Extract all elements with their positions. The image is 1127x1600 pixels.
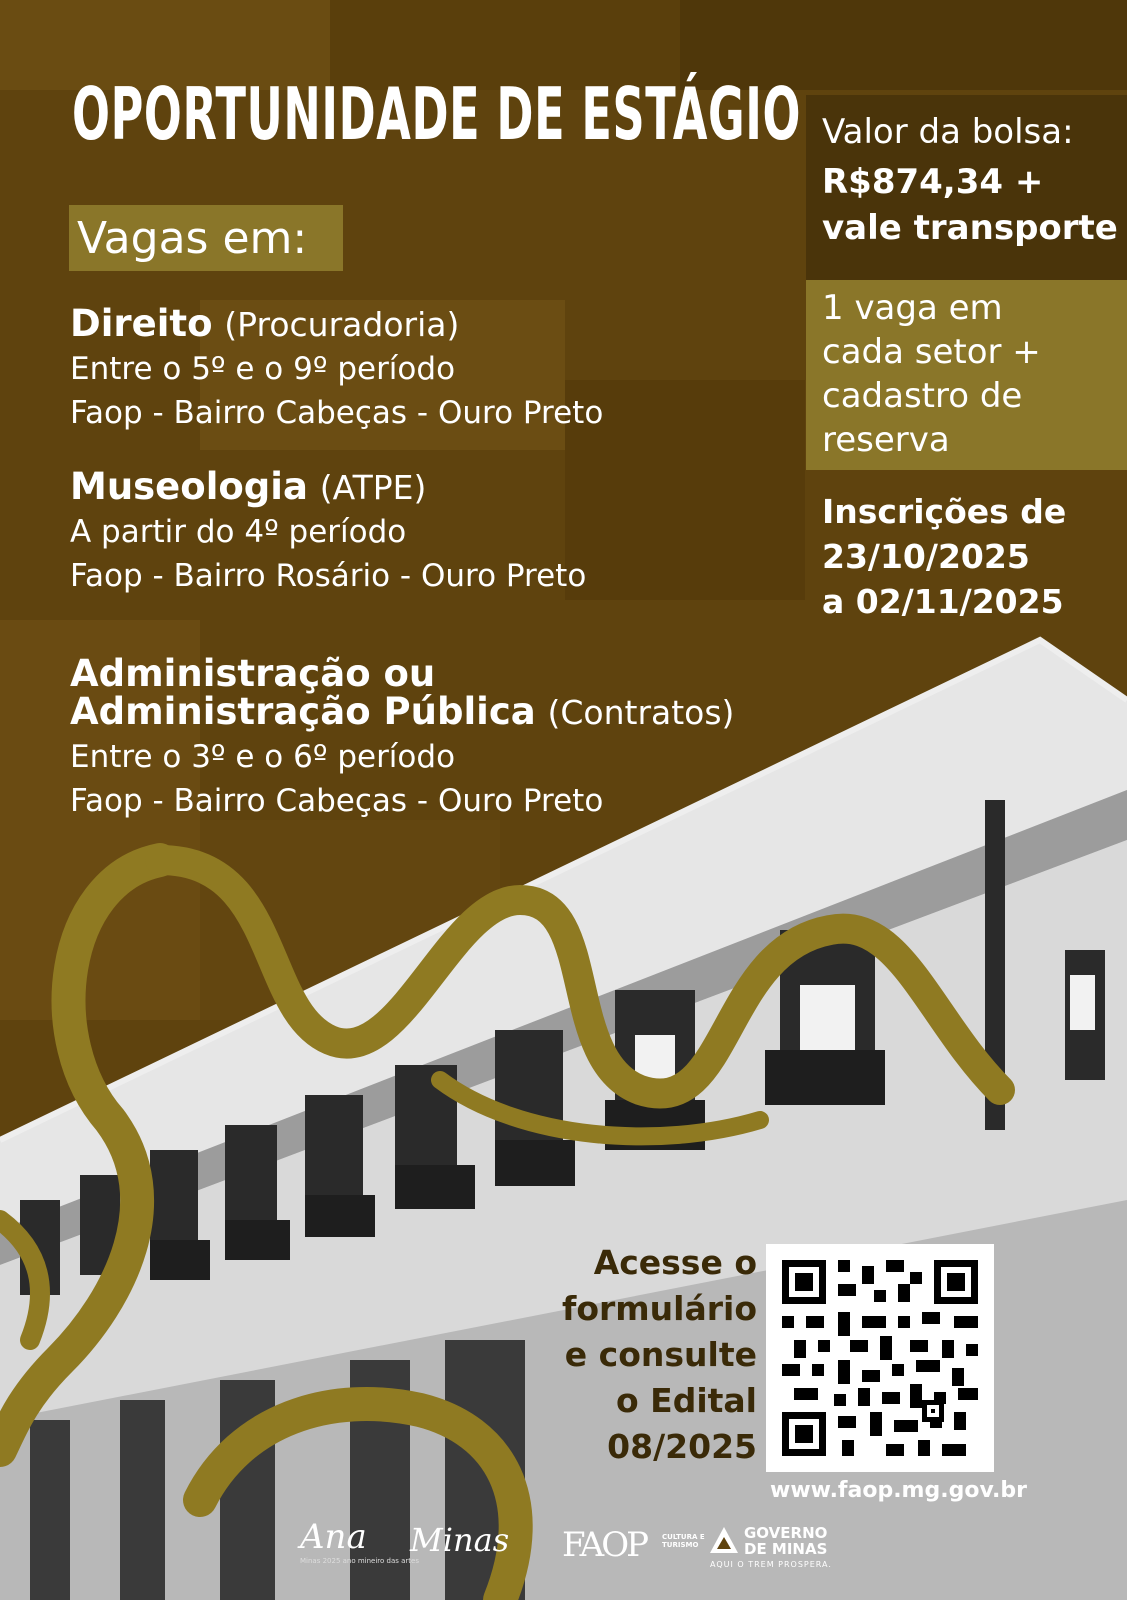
gov-slogan: AQUI O TREM PROSPERA. <box>710 1560 832 1569</box>
course-sector: (Procuradoria) <box>224 305 460 344</box>
course-location: Faop - Bairro Cabeças - Ouro Preto <box>70 395 604 431</box>
course-administracao <box>70 652 734 823</box>
access-line: formulário <box>561 1289 757 1328</box>
bolsa-value: R$874,34 + <box>822 162 1044 202</box>
gov-line2: DE MINAS <box>744 1540 828 1558</box>
course-location: Faop - Bairro Rosário - Ouro Preto <box>70 558 587 594</box>
inscricoes-dates <box>822 489 1066 624</box>
vagas-label: Vagas em: <box>77 213 308 264</box>
vagas-info-line: cada setor + <box>822 332 1041 372</box>
course-period: Entre o 5º e o 9º período <box>70 351 456 387</box>
ana-logo-text: Ana <box>300 1517 367 1557</box>
course-period: A partir do 4º período <box>70 514 407 550</box>
course-sector: (Contratos) <box>547 693 735 732</box>
course-museologia <box>70 465 586 598</box>
faop-logo: FAOP <box>562 1525 646 1565</box>
course-location: Faop - Bairro Cabeças - Ouro Preto <box>70 783 604 819</box>
qr-code-icon <box>782 1260 978 1456</box>
minas-logo: Minas <box>410 1521 510 1559</box>
vagas-label-box <box>69 205 343 271</box>
access-line: 08/2025 <box>607 1427 757 1466</box>
inscricoes-line: 23/10/2025 <box>822 537 1030 576</box>
ana-logo-sub: Minas 2025 ano mineiro das artes <box>300 1557 420 1565</box>
course-period: Entre o 3º e o 6º período <box>70 739 456 775</box>
vagas-info-line: 1 vaga em <box>822 288 1003 328</box>
access-callout <box>520 1240 757 1470</box>
access-line: Acesse o <box>593 1243 757 1282</box>
bolsa-label: Valor da bolsa: <box>822 112 1074 152</box>
course-name: Direito <box>70 302 213 345</box>
website-url[interactable]: www.faop.mg.gov.br <box>770 1478 1027 1503</box>
access-line: e consulte <box>564 1335 757 1374</box>
access-line: o Edital <box>616 1381 757 1420</box>
vagas-info-line: reserva <box>822 420 950 460</box>
vagas-info-line: cadastro de <box>822 376 1023 416</box>
logos-footer <box>300 1515 840 1575</box>
mountain-icon <box>710 1527 738 1553</box>
gov-line1: GOVERNO <box>744 1524 828 1542</box>
cultura-turismo-logo: CULTURA E TURISMO <box>662 1533 705 1549</box>
course-name-line1: Administração ou <box>70 652 436 695</box>
course-name: Museologia <box>70 465 308 508</box>
inscricoes-line: Inscrições de <box>822 492 1067 531</box>
bolsa-extra: vale transporte <box>822 208 1118 248</box>
course-sector: (ATPE) <box>319 468 427 507</box>
inscricoes-line: a 02/11/2025 <box>822 582 1064 621</box>
course-name-line2: Administração Pública <box>70 690 536 733</box>
course-direito <box>70 302 603 435</box>
ana-minas-logo <box>300 1517 420 1565</box>
page-title: OPORTUNIDADE DE ESTÁGIO <box>72 72 802 156</box>
qr-code[interactable] <box>766 1244 994 1472</box>
